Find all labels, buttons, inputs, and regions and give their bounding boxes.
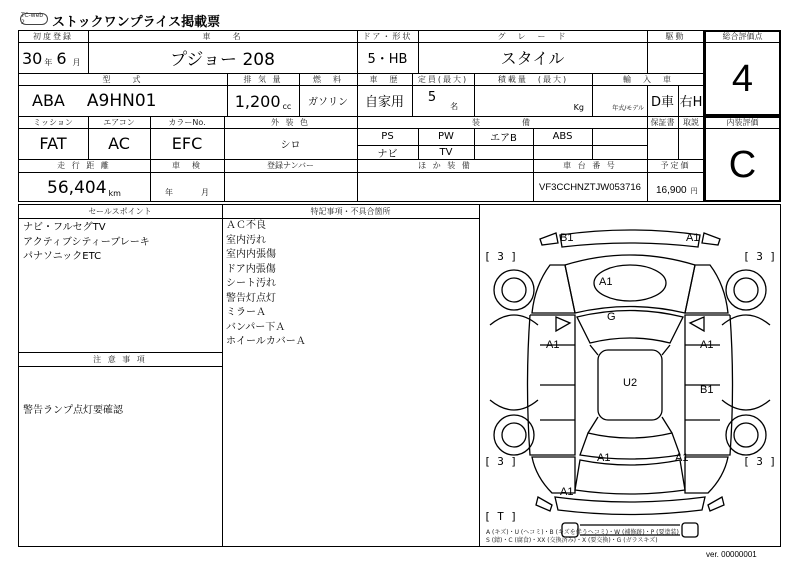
car-name-label: 車 名: [202, 31, 243, 41]
damage-legend: [486, 529, 679, 545]
drive-label: 駆動: [665, 31, 686, 41]
cautions-list: [23, 404, 123, 419]
list-item: ホイールカバーＡ: [226, 336, 306, 347]
list-item: 警告灯点灯: [226, 292, 276, 304]
km-unit: km: [108, 189, 121, 198]
left-mirror: [556, 317, 570, 331]
history-value: 自家用: [364, 95, 404, 110]
first-reg-label: 初度登録: [33, 31, 73, 41]
load-label: 積載量 (最大): [497, 74, 569, 84]
list-item: バンパー下Ａ: [226, 321, 286, 333]
damage-code: A1: [675, 452, 689, 464]
rear-window: [580, 433, 680, 459]
overall-label: 総合評価点: [722, 31, 763, 41]
wheel-rr: [726, 415, 766, 455]
bracket-fl: [ 3 ]: [484, 250, 518, 263]
notes-list: [226, 219, 306, 350]
interior-label: 内装評価: [726, 117, 759, 127]
import-label: 輸 入 車: [623, 74, 673, 84]
displacement-value: [227, 85, 299, 116]
mileage-number: 56,404: [47, 178, 107, 198]
list-item: アクティブシティーブレーキ: [23, 236, 150, 248]
capacity-value: [412, 85, 474, 116]
fuel-value: ガソリン: [308, 97, 348, 108]
first-reg-value: [18, 42, 88, 73]
bracket-rl: [ 3 ]: [484, 455, 518, 468]
wheel-fr: [726, 270, 766, 310]
bracket-fr: [ 3 ]: [743, 250, 777, 263]
inspection-label: 車 検: [172, 161, 202, 170]
model-label: 型 式: [102, 74, 143, 84]
insp-month-unit: 月: [201, 188, 209, 197]
aircon-label: エアコン: [103, 117, 135, 127]
damage-code: A1: [686, 232, 700, 244]
price-unit: 円: [690, 187, 698, 195]
equip-abs: ABS: [552, 131, 573, 142]
equipment-label: 装 備: [472, 117, 532, 127]
displacement-label: 排 気 量: [243, 74, 283, 84]
exterior-label: 外 装 色: [270, 117, 311, 127]
warranty-label: 保証書: [650, 117, 675, 127]
car-name-value: プジョー 208: [170, 50, 275, 70]
logo: [20, 13, 48, 25]
exterior-color-value: シロ: [280, 140, 301, 151]
door-shape-value: 5・HB: [367, 52, 408, 67]
insp-year-unit: 年: [165, 188, 173, 197]
grade-value: スタイル: [500, 49, 565, 68]
list-item: 室内汚れ: [226, 234, 266, 246]
sales-points-label: セールスポイント: [88, 206, 152, 216]
price-label: 予定価: [660, 161, 691, 170]
door-shape-label: ドア・形状: [362, 31, 413, 41]
reg-year: 30: [22, 49, 43, 68]
fuel-label: 燃 料: [313, 74, 343, 84]
hood: [565, 255, 695, 313]
inspection-value: [150, 172, 224, 202]
price-value: [647, 172, 704, 202]
damage-code: U2: [623, 377, 638, 389]
grade-label: グ レ ー ド: [497, 31, 568, 41]
right-mirror: [690, 317, 704, 331]
model-value: [18, 85, 227, 116]
equip-pw: PW: [438, 131, 454, 142]
notes-label: 特記事項・不具合箇所: [310, 206, 391, 216]
mission-label: ミッション: [33, 117, 73, 127]
wheel-rl: [494, 415, 534, 455]
chassis-label: 車 台 番 号: [563, 161, 617, 170]
reg-number-label: 登録ナンバー: [266, 161, 315, 170]
other-equip-label: ほ か 装 備: [418, 161, 472, 170]
history-label: 車 歴: [369, 74, 400, 84]
version-label: ver. 00000001: [706, 550, 757, 559]
model-year-label: 年式/モデル: [612, 105, 644, 112]
reg-year-unit: 年: [44, 58, 53, 67]
list-item: パナソニックETC: [23, 251, 102, 262]
cc-unit: cc: [282, 102, 292, 111]
legend-line: S (錆)・C (腐食)・XX (交換済み)・X (要交換)・G (ガラスキズ): [486, 537, 658, 544]
interior-score: C: [728, 143, 757, 186]
damage-code: A1: [599, 276, 613, 288]
trunk: [575, 460, 685, 494]
list-item: 警告ランプ点灯要確認: [23, 405, 123, 416]
color-no-label: カラーNo.: [168, 117, 206, 127]
reg-month: 6: [56, 49, 67, 68]
sales-points-list: [23, 221, 150, 265]
displacement-number: 1,200: [234, 92, 281, 111]
equip-ps: PS: [381, 131, 394, 142]
equip-airbag: エアB: [490, 133, 517, 144]
car-diagram: [480, 205, 780, 546]
legend-line: A (キズ)・U (ヘコミ)・B (キズを伴うヘコミ)・W (補修跡)・P (要塗装): [486, 529, 679, 536]
equip-navi: ナビ: [377, 148, 398, 160]
import-handle: 右H: [679, 95, 703, 110]
model-prefix: ABA: [32, 91, 65, 110]
windshield: [577, 311, 683, 344]
list-item: ミラーＡ: [226, 307, 266, 318]
list-item: ナビ・フルセグTV: [23, 222, 106, 233]
capacity-unit: 名: [450, 102, 459, 111]
color-no-value: EFC: [171, 134, 203, 153]
overall-score: 4: [731, 57, 754, 100]
mission-value: FAT: [39, 134, 67, 153]
list-item: ＡＣ不良: [226, 220, 266, 231]
damage-code: A1: [560, 486, 574, 498]
list-item: ドア内張傷: [226, 263, 276, 275]
load-unit: Kg: [573, 103, 584, 112]
logo-text: TC-web 2: [21, 12, 44, 26]
equip-tv: TV: [439, 146, 453, 158]
mileage-label: 走 行 距 離: [57, 161, 111, 170]
price-number: 16,900: [656, 185, 687, 196]
wheel-fl: [494, 270, 534, 310]
capacity-number: 5: [427, 90, 437, 105]
list-item: 室内内張傷: [226, 249, 276, 260]
damage-code: A1: [597, 452, 611, 464]
damage-code: G: [607, 311, 616, 323]
mileage-value: [18, 172, 150, 202]
reg-month-unit: 月: [72, 58, 81, 67]
damage-code: A1: [546, 339, 560, 351]
list-item: シート汚れ: [226, 278, 276, 289]
aircon-value: AC: [108, 134, 130, 153]
bracket-trunk: [ T ]: [484, 510, 518, 523]
page-title: ストックワンプライス掲載票: [52, 15, 221, 30]
cautions-label: 注 意 事 項: [93, 354, 147, 364]
front-bumper: [560, 230, 700, 247]
model-code: A9HN01: [86, 90, 157, 111]
damage-code: B1: [560, 232, 574, 244]
bracket-rr: [ 3 ]: [743, 455, 777, 468]
capacity-label: 定員(最大): [417, 74, 469, 84]
chassis-value: VF3CCHNZTJW053716: [539, 181, 641, 193]
rear-bumper: [555, 497, 705, 515]
import-drive: D車: [650, 95, 674, 110]
damage-code: A1: [700, 339, 714, 351]
manual-label: 取説: [683, 117, 699, 127]
damage-code: B1: [700, 384, 714, 396]
